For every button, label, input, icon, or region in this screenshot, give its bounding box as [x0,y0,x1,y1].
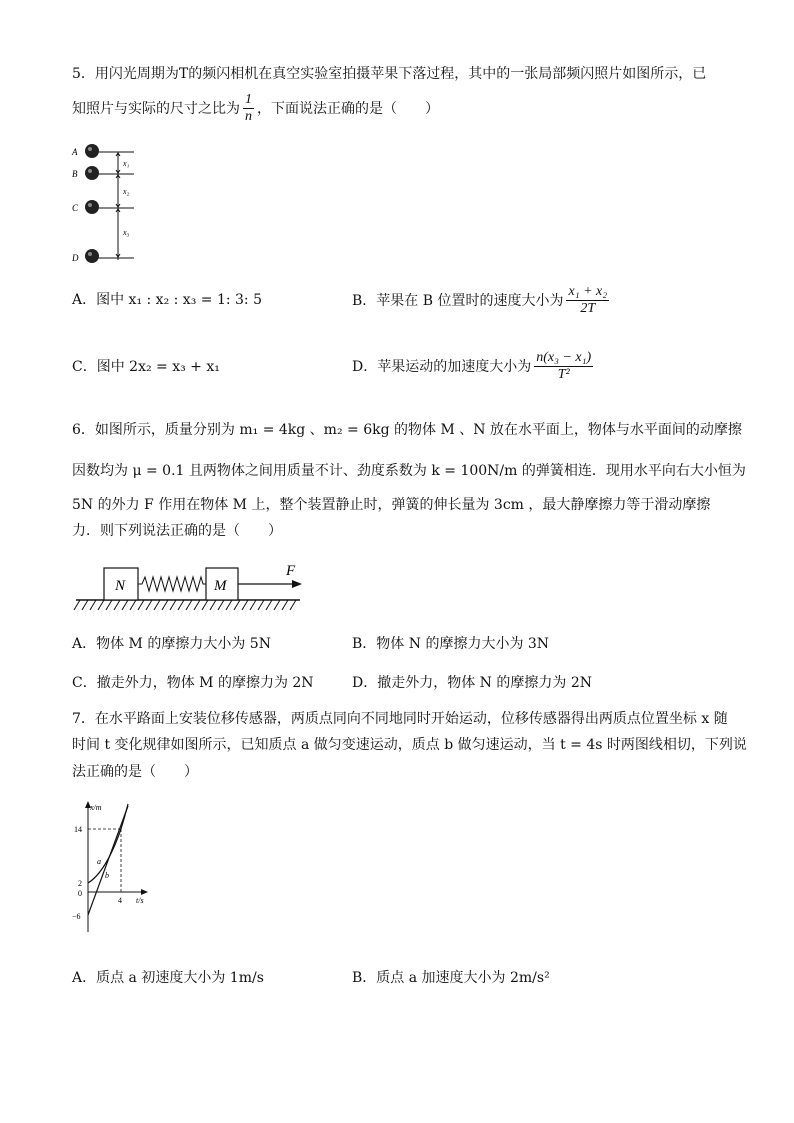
q6-spring-figure [72,558,312,620]
q5-ratio-fraction [243,92,254,125]
y-tick-2: 2 [78,879,82,888]
block-m-label: M [214,578,227,594]
x-tick-4: 4 [118,896,122,905]
q5-option-b-num: x₁ + x₂ [568,283,608,299]
fig-label-x2: x₂ [123,187,130,196]
fig-label-c: C [72,203,79,213]
q6-option-c: C．撤走外力，物体 M 的摩擦力为 2N [72,675,314,691]
q5-option-d-fraction [534,350,593,383]
fig-label-x3: x₃ [123,228,130,237]
y-tick-neg6: −6 [72,912,81,921]
q7-option-b: B．质点 a 加速度大小为 2m/s² [352,970,550,986]
q5-option-b-text: B．苹果在 B 位置时的速度大小为 [352,293,564,309]
q5-stem-line1: 5．用闪光周期为T的频闪相机在真空实验室拍摄苹果下落过程，其中的一张局部频闪照片如图所示，已 [72,66,707,82]
q5-option-b-den: 2T [580,300,596,316]
q5-option-d [352,346,596,386]
q6-option-b: B．物体 N 的摩擦力大小为 3N [352,636,550,652]
force-label: F [286,563,296,579]
q7-xt-graph [72,798,162,938]
q5-option-d-num: n(x₃ − x₁) [536,349,592,365]
line-b-label: b [105,871,109,880]
q5-ratio-num: 1 [245,91,252,107]
y-axis-label: x/m [90,803,102,812]
y-tick-0: 0 [78,889,82,898]
q6-stem-line4: 力．则下列说法正确的是（ ） [72,523,282,539]
q6-option-a: A．物体 M 的摩擦力大小为 5N [72,636,271,652]
x-axis-arrow-icon [141,889,148,895]
q7-stem-line2: 时间 t 变化规律如图所示，已知质点 a 做匀变速运动，质点 b 做匀速运动，当 t = 4s 时两图线相切，下列说 [72,737,747,753]
spring-icon [138,577,206,591]
q5-stem-line2 [72,88,439,128]
q7-option-a: A．质点 a 初速度大小为 1m/s [72,970,264,986]
q5-option-c: C．图中 2x₂ = x₃ + x₁ [72,359,220,375]
apple-a-icon [85,144,99,158]
q6-stem-line1: 6．如图所示，质量分别为 m₁ = 4kg 、m₂ = 6kg 的物体 M 、N 放在水平面上，物体与水平面间的动摩擦 [72,422,742,438]
q5-option-a: A．图中 x₁ : x₂ : x₃ = 1: 3: 5 [72,292,263,308]
apple-d-icon [85,249,99,263]
q5-apple-figure [70,138,160,268]
q5-option-d-text: D．苹果运动的加速度大小为 [352,359,532,375]
q6-stem-line2: 因数均为 μ = 0.1 且两物体之间用质量不计、劲度系数为 k = 100N/m 的弹簧相连．现用水平向右大小恒为 [72,463,746,479]
fig-label-a: A [72,147,78,157]
apple-b-icon [85,166,99,180]
q7-stem-line3: 法正确的是（ ） [72,764,198,780]
fig-label-d: D [72,253,79,263]
fig-label-x1: x₁ [123,159,130,168]
q6-stem-line3: 5N 的外力 F 作用在物体 M 上，整个装置静止时，弹簧的伸长量为 3cm ，最大静摩擦力等于滑动摩擦 [72,497,711,513]
q5-option-b [352,280,612,320]
x-axis-label: t/s [136,896,144,905]
q5-ratio-den: n [245,108,252,124]
y-tick-14: 14 [74,825,82,834]
apple-c-icon [85,200,99,214]
q5-option-d-den: T² [557,366,570,382]
block-n-label: N [115,578,126,594]
q7-stem-line1: 7．在水平路面上安装位移传感器，两质点同向不同地同时开始运动，位移传感器得出两质点位置坐标 x 随 [72,711,728,727]
q5-option-b-fraction [566,284,609,317]
fig-label-b: B [72,169,78,179]
q6-option-d: D．撤走外力，物体 N 的摩擦力为 2N [352,675,592,691]
curve-a-label: a [97,857,101,866]
q5-stem-line2-post: ，下面说法正确的是（ ） [257,101,439,117]
line-b [88,806,128,915]
arrow-head-icon [292,580,302,588]
q5-stem-line2-pre: 知照片与实际的尺寸之比为 [72,101,240,117]
